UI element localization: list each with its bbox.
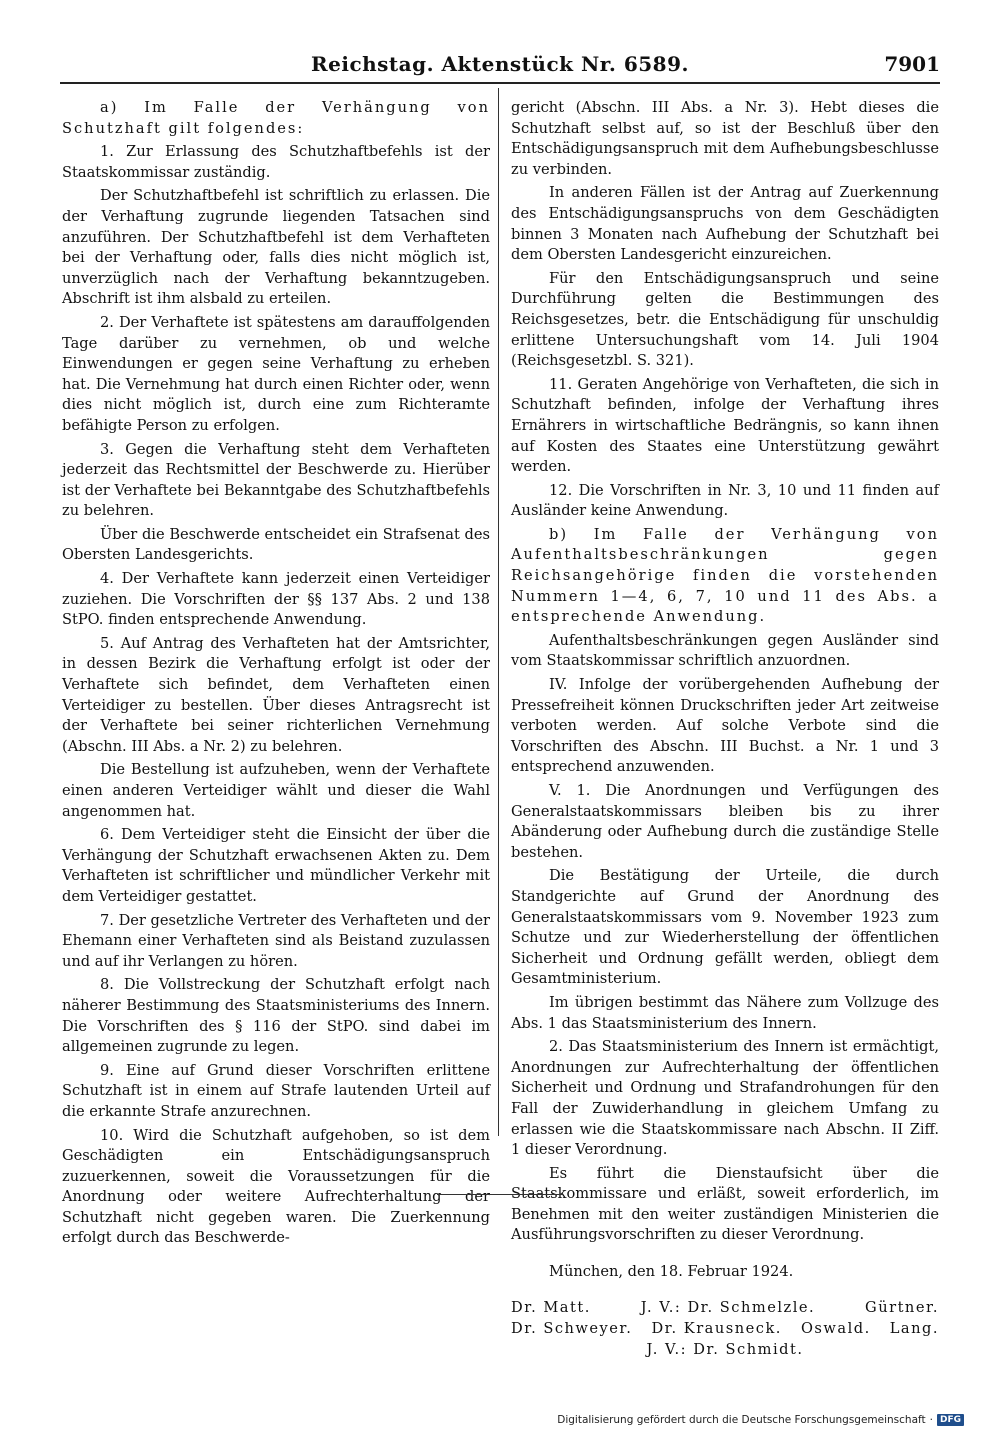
paragraph: gericht (Abschn. III Abs. a Nr. 3). Hebt dieses die Schutzhaft selbst auf, so ist der Beschluß über den Entschädigungsanspruch mit dem Aufhebungsbeschlusse zu verbinden. xyxy=(511,99,939,178)
paragraph: Der Schutzhaftbefehl ist schriftlich zu erlassen. Die der Verhaftung zugrunde liegenden Tatsachen sind anzuführen. Der Schutzhaftbefehl ist dem Verhafteten bei der Verhaftung oder, falls dies nicht möglich ist, unverzüglich nach der Verhaftung bekanntzugeben. Abschrift ist ihm alsbald zu erteilen. xyxy=(62,187,490,308)
paragraph: a) Im Falle der Verhängung von Schutzhaft gilt folgendes: xyxy=(62,99,490,137)
paragraph: IV. Infolge der vorübergehenden Aufhebung der Pressefreiheit können Druckschriften jeder Art zeitweise verboten werden. Auf solche Verbote sind die Vorschriften des Abschn. III Buchst. a Nr. 1 und 3 entsprechend anzuwenden. xyxy=(511,676,939,776)
column-divider xyxy=(498,88,499,1136)
signature: Oswald. xyxy=(800,1319,871,1337)
paragraph: 9. Eine auf Grund dieser Vorschriften erlittene Schutzhaft ist in einem auf Strafe lautenden Urteil auf die erkannte Strafe anzurechnen. xyxy=(62,1061,490,1120)
paragraph: 7. Der gesetzliche Vertreter des Verhafteten und der Ehemann einer Verhafteten sind als Beistand zuzulassen und auf ihr Verlangen zu hören. xyxy=(62,911,490,970)
paragraph: 4. Der Verhaftete kann jederzeit einen Verteidiger zuziehen. Die Vorschriften der §§ 137 Abs. 2 und 138 StPO. finden entsprechende Anwendung. xyxy=(62,570,490,629)
signature: J. V.: Dr. Schmidt. xyxy=(646,1340,804,1358)
paragraph: 11. Geraten Angehörige von Verhafteten, die sich in Schutzhaft befinden, infolge der Verhaftung ihres Ernährers in wirtschaftliche Bedrängnis, so kann ihnen auf Kosten des Staates eine Unterstützung gewährt werden. xyxy=(511,375,939,476)
date-line: München, den 18. Februar 1924. xyxy=(549,1263,794,1281)
paragraph: 3. Gegen die Verhaftung steht dem Verhafteten jederzeit das Rechtsmittel der Beschwerde zu. Hierüber ist der Verhaftete bei Bekanntgabe des Schutzhaftbefehls zu belehren. xyxy=(62,440,490,520)
paragraph: In anderen Fällen ist der Antrag auf Zuerkennung des Entschädigungsanspruchs von dem Geschädigten binnen 3 Monaten nach Aufhebung der Schutzhaft bei dem Obersten Landesgericht einzureichen. xyxy=(511,184,939,264)
paragraph: Im übrigen bestimmt das Nähere zum Vollzuge des Abs. 1 das Staatsministerium des Innern. xyxy=(511,993,939,1032)
footer-text: Digitalisierung gefördert durch die Deutsche Forschungsgemeinschaft xyxy=(557,1414,926,1426)
signature-block xyxy=(511,1297,939,1360)
signature-line-3 xyxy=(511,1339,939,1360)
paragraph: 1. Zur Erlassung des Schutzhaftbefehls ist der Staatskommissar zuständig. xyxy=(62,143,490,181)
paragraph: Die Bestellung ist aufzuheben, wenn der Verhaftete einen anderen Verteidiger wählt und dieser die Wahl angenommen hat. xyxy=(62,761,490,820)
paragraph: 5. Auf Antrag des Verhafteten hat der Amtsrichter, in dessen Bezirk die Verhaftung erfolgt ist oder der Verhaftete sich befindet, dem Verhafteten einen Verteidiger zu bestellen. Über dieses Antragsrecht ist der Verhaftete bei seiner richterlichen Vernehmung (Abschn. III Abs. a Nr. 2) zu belehren. xyxy=(62,634,490,755)
footer-separator: · xyxy=(929,1414,933,1426)
paragraph: 8. Die Vollstreckung der Schutzhaft erfolgt nach näherer Bestimmung des Staatsministeriums des Innern. Die Vorschriften des § 116 der StPO. sind dabei im allgemeinen zugrunde zu legen. xyxy=(62,976,490,1056)
left-column xyxy=(62,98,490,1252)
paragraph: b) Im Falle der Verhängung von Aufenthaltsbeschränkungen gegen Reichsangehörige finden die vorstehenden Nummern 1—4, 6, 7, 10 und 11 des Abs. a entsprechende Anwendung. xyxy=(511,525,939,626)
dfg-logo-icon: DFG xyxy=(937,1414,964,1426)
signature-line-2 xyxy=(511,1318,939,1339)
paragraph: 10. Wird die Schutzhaft aufgehoben, so ist dem Geschädigten ein Entschädigungsanspruch zuzuerkennen, soweit die Voraussetzungen für die Anordnung oder weitere Aufrechterhaltung der Schutzhaft nicht gegeben waren. Die Zuerkennung erfolgt durch das Beschwerde- xyxy=(62,1126,490,1247)
paragraph: Für den Entschädigungsanspruch und seine Durchführung gelten die Bestimmungen des Reichsgesetzes, betr. die Entschädigung für unschuldig erlittene Untersuchungshaft vom 14. Juli 1904 (Reichsgesetzbl. S. 321). xyxy=(511,269,939,370)
header-rule xyxy=(60,82,940,84)
paragraph: 2. Der Verhaftete ist spätestens am darauffolgenden Tage darüber zu vernehmen, ob und welche Einwendungen er gegen seine Verhaftung zu erheben hat. Die Vernehmung hat durch einen Richter oder, wenn dies nicht möglich ist, durch eine zum Richteramte befähigte Person zu erfolgen. xyxy=(62,313,490,434)
paragraph: V. 1. Die Anordnungen und Verfügungen des Generalstaatskommissars bleiben bis zu ihrer Abänderung oder Aufhebung durch die zuständige Stelle bestehen. xyxy=(511,782,939,861)
paragraph: Aufenthaltsbeschränkungen gegen Ausländer sind vom Staatskommissar schriftlich anzuordnen. xyxy=(511,631,939,670)
signature: Dr. Matt. xyxy=(511,1298,591,1316)
paragraph: 6. Dem Verteidiger steht die Einsicht der über die Verhängung der Schutzhaft erwachsenen Akten zu. Dem Verhafteten ist schriftlicher und mündlicher Verkehr mit dem Verteidiger gestattet. xyxy=(62,826,490,905)
running-title: Reichstag. Aktenstück Nr. 6589. xyxy=(311,52,689,76)
paragraph: Über die Beschwerde entscheidet ein Strafsenat des Obersten Landesgerichts. xyxy=(62,525,490,564)
page-header xyxy=(60,52,940,80)
right-column xyxy=(511,98,939,1360)
paragraph: 12. Die Vorschriften in Nr. 3, 10 und 11 finden auf Ausländer keine Anwendung. xyxy=(511,481,939,520)
signature: J. V.: Dr. Schmelzle. xyxy=(640,1298,816,1316)
signature-line-1 xyxy=(511,1297,939,1318)
paragraph: Es führt die Dienstaufsicht über die Staatskommissare und erläßt, soweit erforderlich, im Benehmen mit den weiter zuständigen Ministerien die Ausführungsvorschriften zu dieser Verordnung. xyxy=(511,1164,939,1244)
paragraph: Die Bestätigung der Urteile, die durch Standgerichte auf Grund der Anordnung des Generalstaatskommissars vom 9. November 1923 zum Schutze und zur Wiederherstellung der öffentlichen Sicherheit und Ordnung gefällt werden, obliegt dem Gesamtministerium. xyxy=(511,867,939,988)
end-rule xyxy=(437,1194,562,1195)
signature: Gürtner. xyxy=(865,1298,939,1316)
signature: Dr. Krausneck. xyxy=(651,1319,782,1337)
signature: Dr. Schweyer. xyxy=(511,1319,633,1337)
page-number: 7901 xyxy=(884,52,940,76)
signature: Lang. xyxy=(889,1319,939,1337)
paragraph: 2. Das Staatsministerium des Innern ist ermächtigt, Anordnungen zur Aufrechterhaltung der öffentlichen Sicherheit und Ordnung und Strafandrohungen für den Fall der Zuwiderhandlung in gleichem Umfang zu erlassen wie die Staatskommissare nach Abschn. II Ziff. 1 dieser Verordnung. xyxy=(511,1038,939,1159)
footer xyxy=(557,1414,964,1426)
